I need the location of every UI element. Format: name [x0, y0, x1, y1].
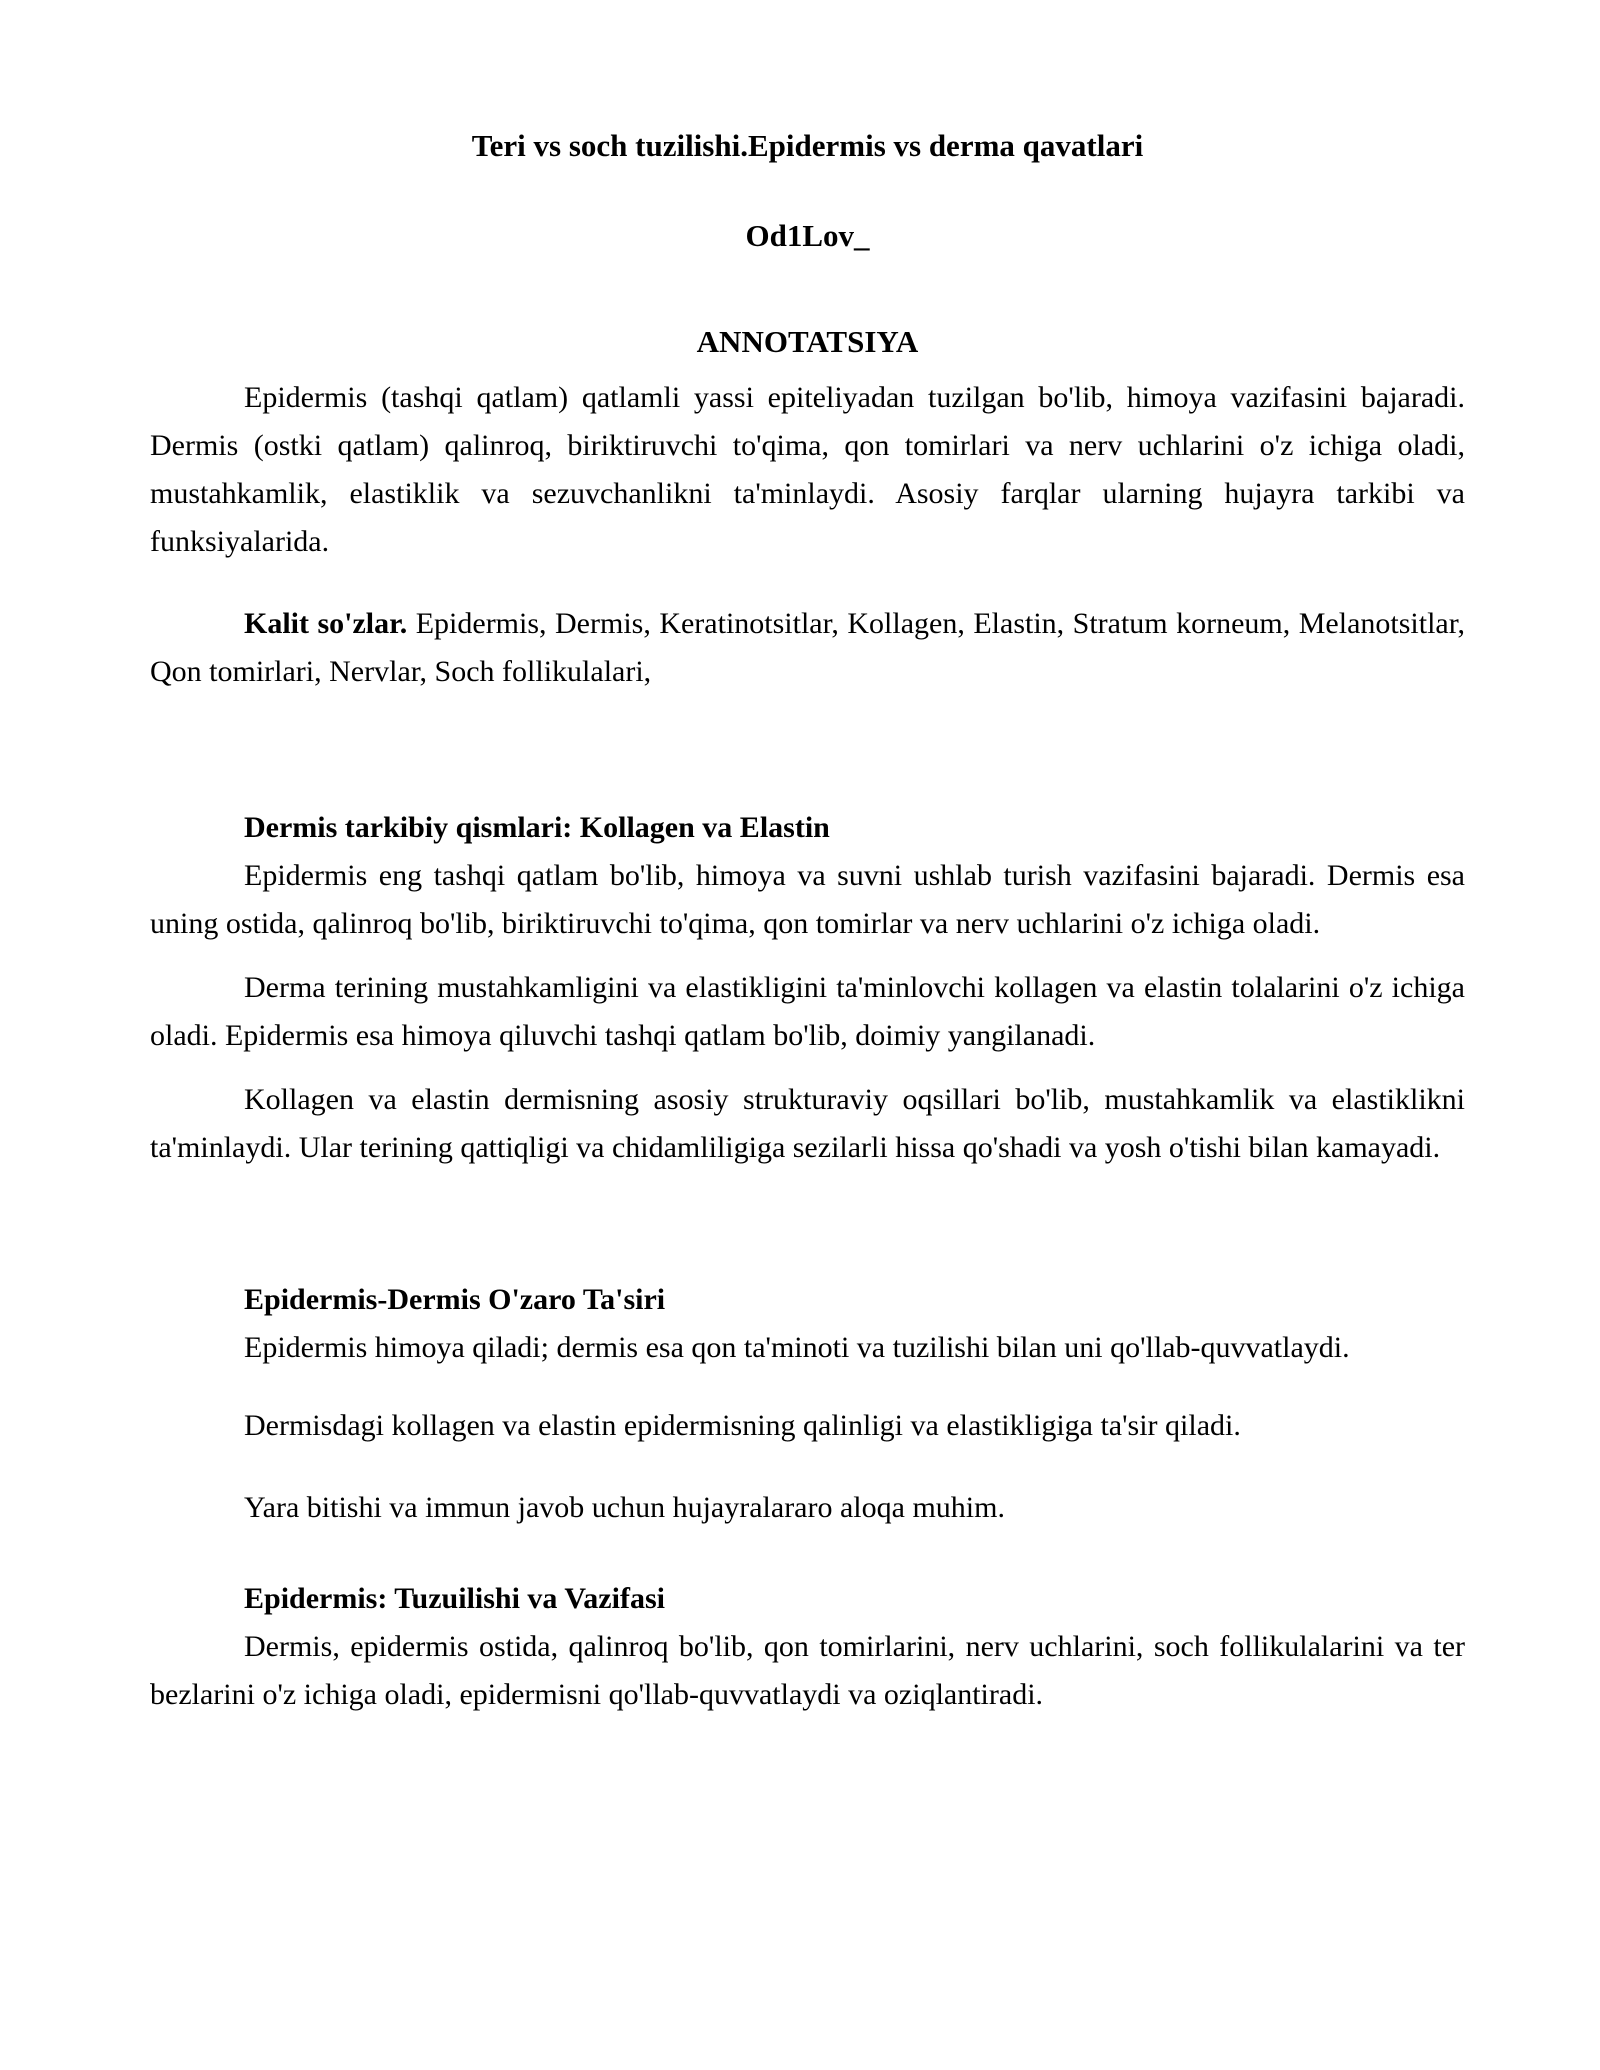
- paragraph: Yara bitishi va immun javob uchun hujayralararo aloqa muhim.: [244, 1491, 1005, 1524]
- section-heading-epidermis-dermis-interaction: Epidermis-Dermis O'zaro Ta'siri: [244, 1283, 666, 1316]
- document-title: Teri vs soch tuzilishi.Epidermis vs derma qavatlari: [471, 128, 1144, 163]
- paragraph: Dermis, epidermis ostida, qalinroq bo'lib, qon tomirlarini, nerv uchlarini, soch follikulalarini va ter bezlarini o'z ichiga oladi, epidermisni qo'llab-quvvatlaydi va oziqlantiradi.: [150, 1630, 1465, 1711]
- paragraph: Derma terining mustahkamligini va elastikligini ta'minlovchi kollagen va elastin tolalarini o'z ichiga oladi. Epidermis esa himoya qiluvchi tashqi qatlam bo'lib, doimiy yangilanadi.: [150, 971, 1465, 1052]
- keywords-text: Epidermis, Dermis, Keratinotsitlar, Kollagen, Elastin, Stratum korneum, Melanotsitlar, Qon tomirlari, Nervlar, Soch follikulalari,: [150, 607, 1466, 688]
- paragraph: Dermisdagi kollagen va elastin epidermisning qalinligi va elastikligiga ta'sir qiladi.: [244, 1409, 1241, 1442]
- keywords-paragraph: [150, 600, 1465, 696]
- author-name: Od1Lov_: [745, 218, 870, 253]
- abstract-heading: ANNOTATSIYA: [696, 324, 919, 359]
- keywords-label: Kalit so'zlar.: [244, 607, 408, 640]
- abstract-paragraph: Epidermis (tashqi qatlam) qatlamli yassi epiteliyadan tuzilgan bo'lib, himoya vazifasini bajaradi. Dermis (ostki qatlam) qalinroq, biriktiruvchi to'qima, qon tomirlari va nerv uchlarini o'z ichiga oladi, mustahkamlik, elastiklik va sezuvchanlikni ta'minlaydi. Asosiy farqlar ularning hujayra tarkibi va funksiyalarida.: [150, 381, 1465, 558]
- paragraph: Kollagen va elastin dermisning asosiy strukturaviy oqsillari bo'lib, mustahkamlik va elastiklikni ta'minlaydi. Ular terining qattiqligi va chidamliligiga sezilarli hissa qo'shadi va yosh o'tishi bilan kamayadi.: [150, 1083, 1465, 1164]
- paragraph: Epidermis eng tashqi qatlam bo'lib, himoya va suvni ushlab turish vazifasini bajaradi. Dermis esa uning ostida, qalinroq bo'lib, biriktiruvchi to'qima, qon tomirlar va nerv uchlarini o'z ichiga oladi.: [150, 859, 1465, 940]
- section-heading-epidermis-structure: Epidermis: Tuzuilishi va Vazifasi: [244, 1582, 665, 1615]
- paragraph: Epidermis himoya qiladi; dermis esa qon ta'minoti va tuzilishi bilan uni qo'llab-quvvatlaydi.: [244, 1331, 1350, 1364]
- section-heading-dermis-components: Dermis tarkibiy qismlari: Kollagen va Elastin: [244, 811, 830, 844]
